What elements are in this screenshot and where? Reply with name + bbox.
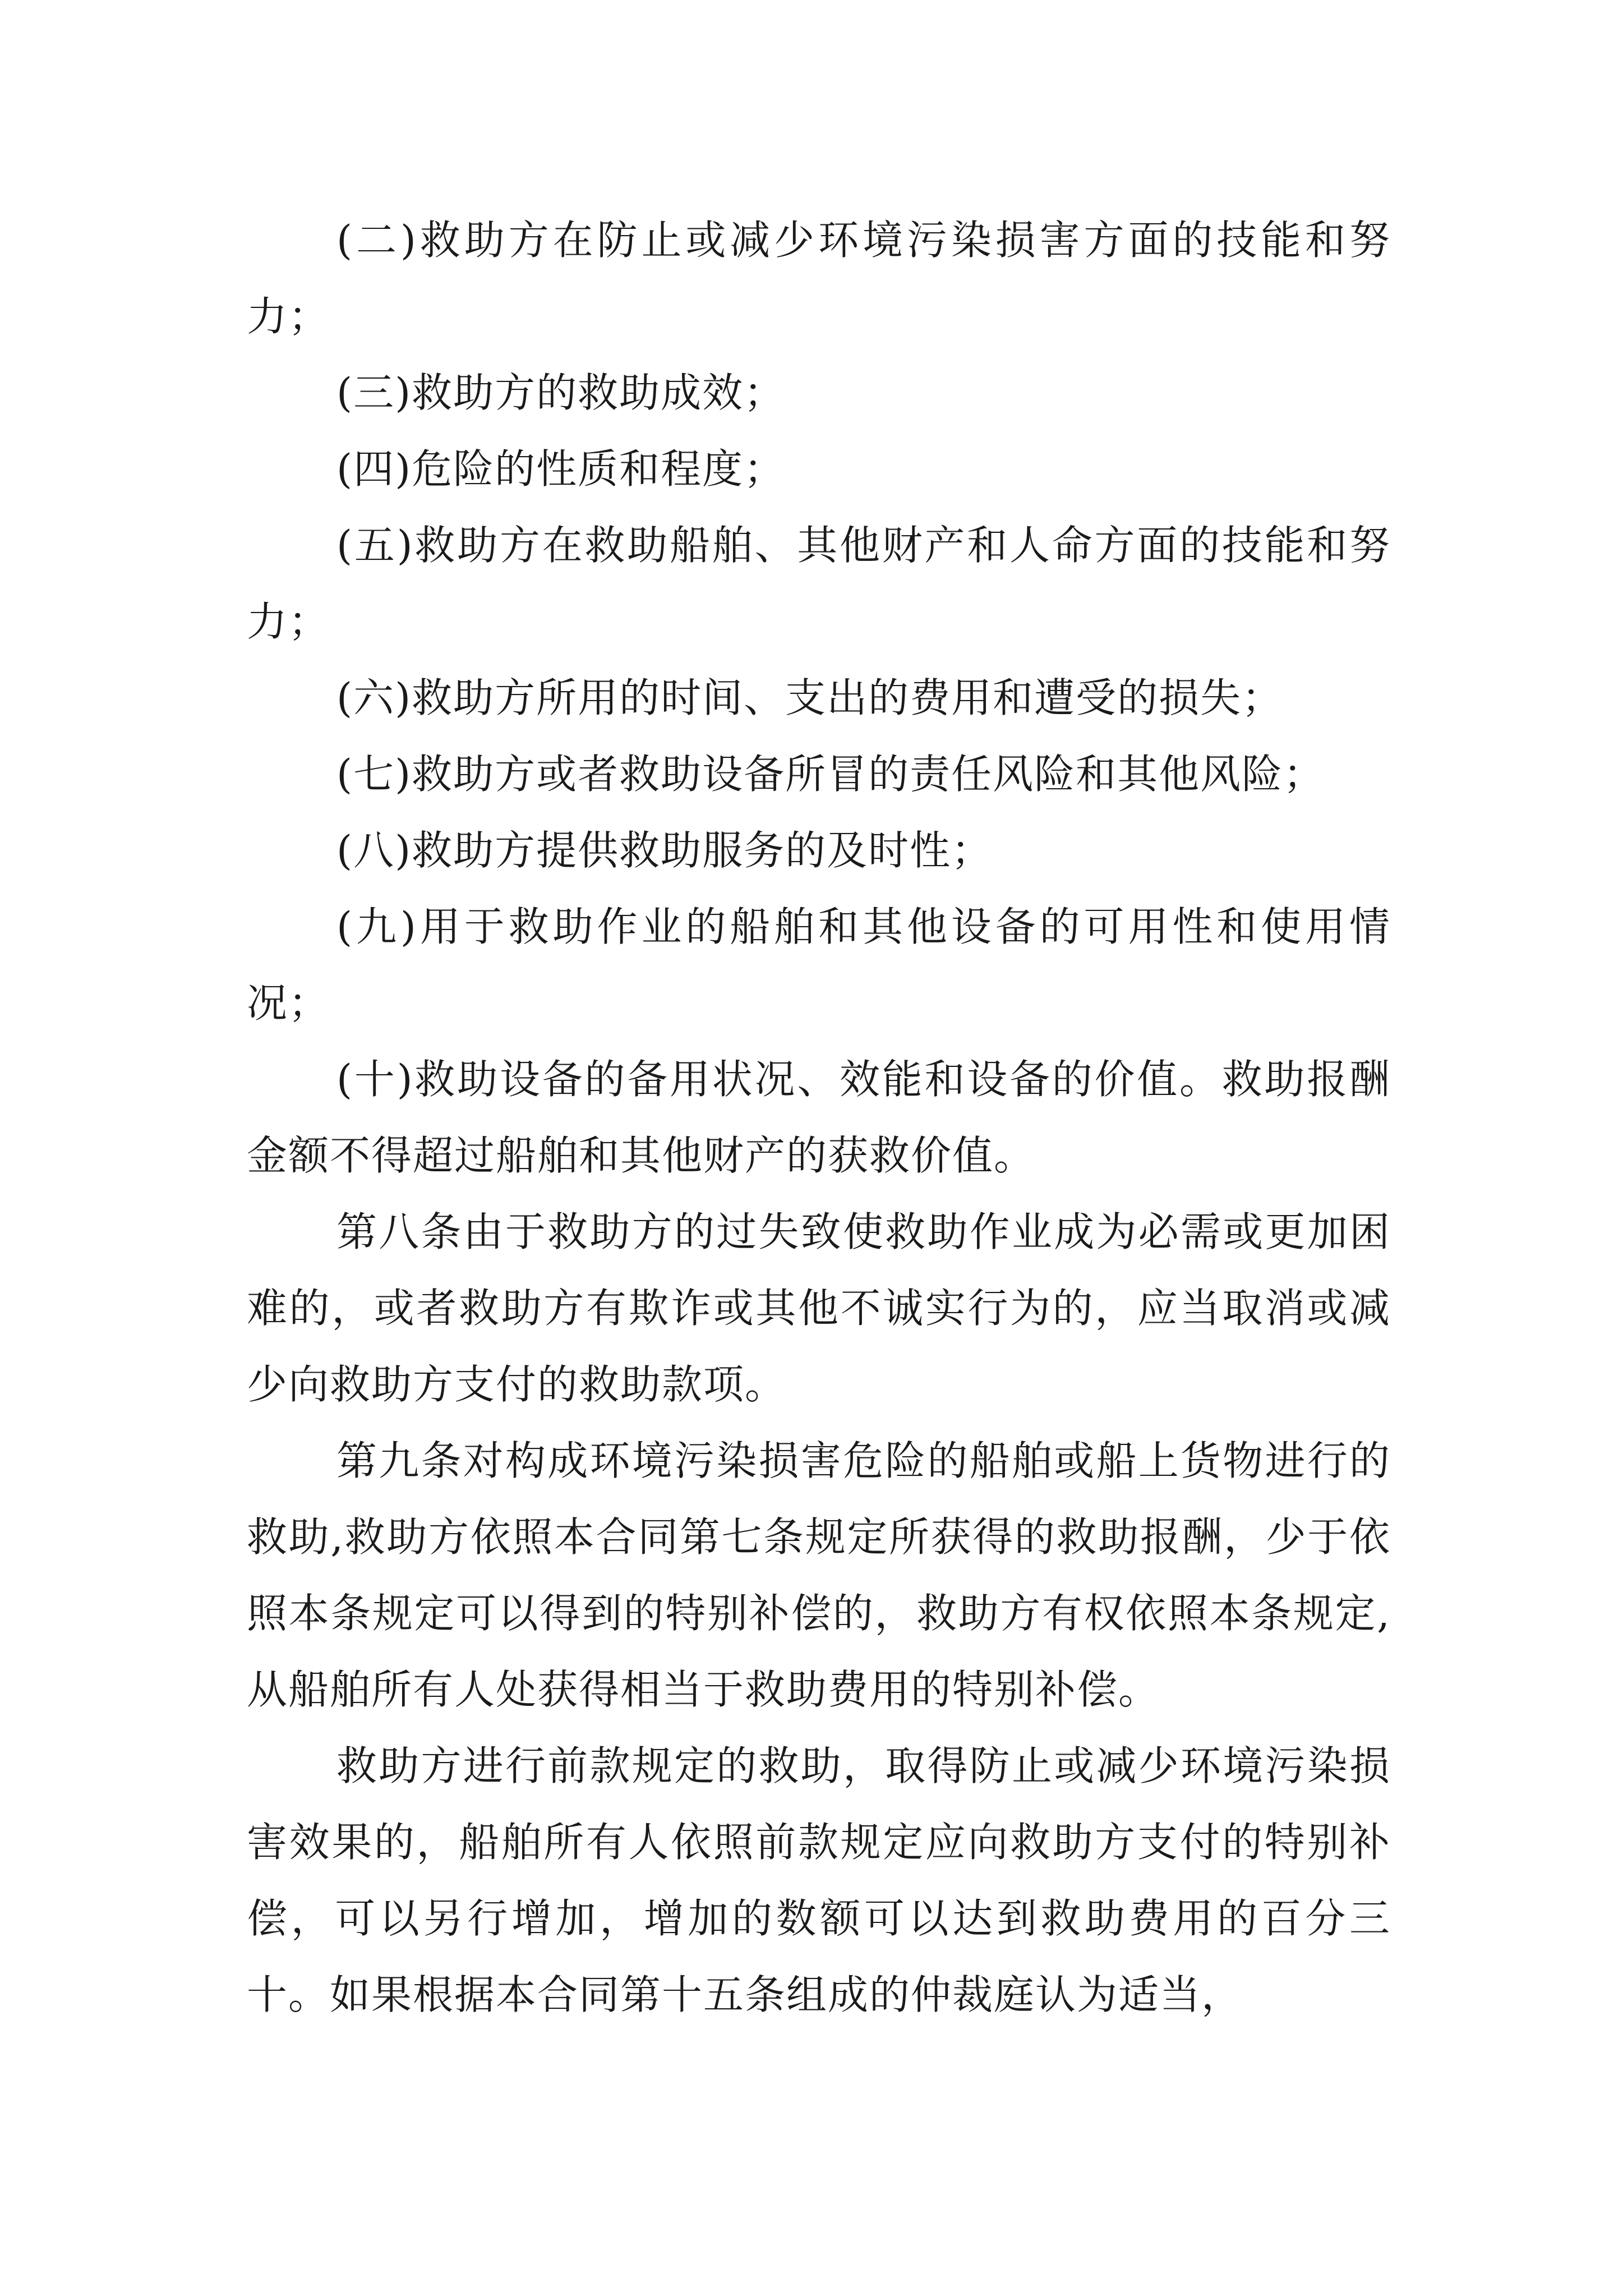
paragraph-item-7: (七)救助方或者救助设备所冒的责任风险和其他风险； — [336, 751, 1325, 798]
paragraph-item-2: (二)救助方在防止或减少环境污染损害方面的技能和努力； — [247, 217, 1391, 340]
paragraph-article-9-continued: 救助方进行前款规定的救助，取得防止或减少环境污染损害效果的，船舶所有人依照前款规定应向救助方支付的特别补偿，可以另行增加，增加的数额可以达到救助费用的百分三十。如果根据本合同第十五条组成的仲裁庭认为适当， — [247, 1742, 1391, 2018]
document-body — [247, 202, 1391, 2033]
paragraph-item-9: (九)用于救助作业的船舶和其他设备的可用性和使用情况； — [247, 903, 1391, 1027]
paragraph-item-6: (六)救助方所用的时间、支出的费用和遭受的损失； — [336, 674, 1284, 721]
paragraph-item-10: (十)救助设备的备用状况、效能和设备的价值。救助报酬金额不得超过船舶和其他财产的获救价值。 — [247, 1056, 1391, 1179]
paragraph-item-4: (四)危险的性质和程度； — [336, 445, 786, 493]
paragraph-item-5: (五)救助方在救助船舶、其他财产和人命方面的技能和努力； — [247, 522, 1391, 645]
paragraph-item-8: (八)救助方提供救助服务的及时性； — [336, 827, 993, 874]
paragraph-item-3: (三)救助方的救助成效； — [336, 369, 786, 416]
paragraph-article-8: 第八条由于救助方的过失致使救助作业成为必需或更加困难的，或者救助方有欺诈或其他不诚实行为的，应当取消或减少向救助方支付的救助款项。 — [247, 1208, 1391, 1408]
paragraph-article-9: 第九条对构成环境污染损害危险的船舶或船上货物进行的救助,救助方依照本合同第七条规定所获得的救助报酬，少于依照本条规定可以得到的特别补偿的，救助方有权依照本条规定,从船舶所有人处获得相当于救助费用的特别补偿。 — [247, 1437, 1391, 1713]
